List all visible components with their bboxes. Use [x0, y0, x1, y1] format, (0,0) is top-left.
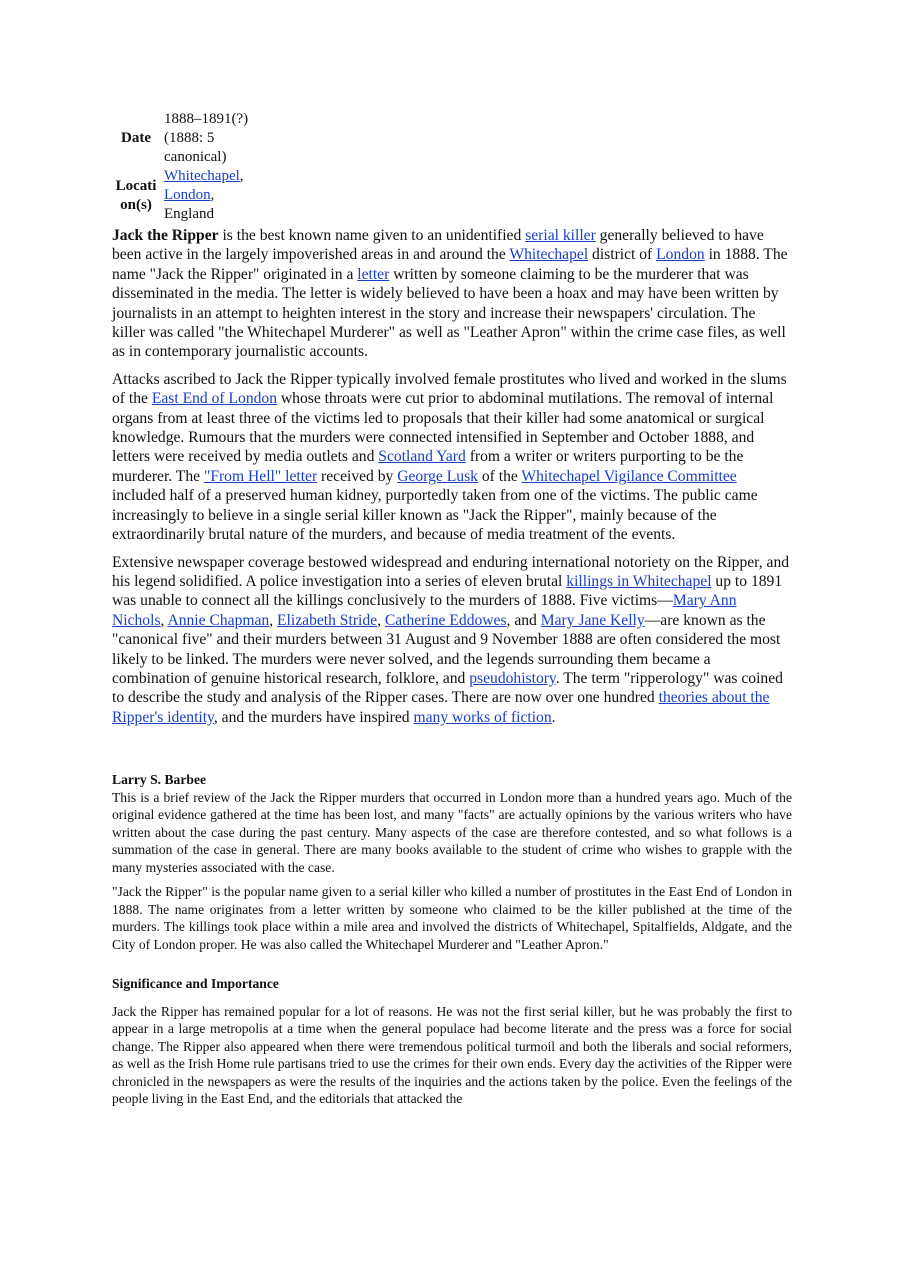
document-page — [112, 110, 792, 1115]
link-mary-jane-kelly[interactable]: Mary Jane Kelly — [540, 611, 645, 629]
link-letter[interactable]: letter — [357, 265, 390, 283]
link-from-hell-letter[interactable]: "From Hell" letter — [203, 467, 318, 485]
link-killings-in-whitechapel[interactable]: killings in Whitechapel — [566, 572, 712, 590]
essay-section — [112, 771, 792, 1108]
link-catherine-eddowes[interactable]: Catherine Eddowes — [384, 611, 507, 629]
link-serial-killer[interactable]: serial killer — [525, 227, 596, 244]
link-ripper-identity-theories[interactable]: theories about the Ripper's identity — [112, 689, 770, 726]
link-whitechapel[interactable]: Whitechapel — [509, 246, 589, 264]
link-whitechapel-infobox[interactable]: Whitechapel — [164, 168, 240, 184]
wikipedia-excerpt — [112, 226, 792, 727]
section-heading-significance: Significance and Importance — [112, 976, 279, 992]
intro-paragraph-3: Extensive newspaper coverage bestowed widespread and enduring international notoriety on the Ripper, and his legend solidified. A police investigation into a series of eleven brutal killings in Whitechapel up to 1891 was unable to connect all the killings conclusively to the murders of 1888. Five victims—Mary Ann Nichols, Annie Chapman, Elizabeth Stride, Catherine Eddowes, and Mary Jane Kelly—are known as the "canonical five" and their murders between 31 August and 9 November 1888 are often considered the most likely to be linked. The murders were never solved, and the legends surrounding them became a combination of genuine historical research, folklore, and pseudohistory. The term "ripperology" was coined to describe the study and analysis of the Ripper cases. There are now over one hundred theories about the Ripper's identity, and the murders have inspired many works of fiction. — [112, 553, 790, 726]
essay-paragraph-1: This is a brief review of the Jack the Ripper murders that occurred in London more than a hundred years ago. Much of the original evidence gathered at the time has been lost, and many "facts" are actually opinions by the various writers who have written about the case during the past century. Many aspects of the case are therefore contested, and so what follows is a summation of the case in general. There are many books available to the student of crime who wishes to grapple with the many mysteries associated with the case. — [112, 789, 792, 875]
link-elizabeth-stride[interactable]: Elizabeth Stride — [277, 611, 378, 629]
infobox-location-label: Location(s) — [115, 177, 157, 213]
link-annie-chapman[interactable]: Annie Chapman — [167, 611, 270, 629]
infobox-location-row — [112, 167, 260, 224]
essay-paragraph-3: Jack the Ripper has remained popular for a lot of reasons. He was not the first serial killer, but he was probably the first to appear in a large metropolis at a time when the general populace had become literate and the press was a force for social change. The Ripper also appeared when there were tremendous political turmoil and both the liberals and social reformers, as well as the Irish Home rule partisans tried to use the crimes for their own ends. Every day the activities of the Ripper were chronicled in the newspapers as were the results of the inquiries and the actions taken by the police. Even the feelings of the people living in the East End, and the editorials that attacked the — [112, 1003, 792, 1107]
infobox-date-row — [112, 110, 260, 167]
intro-paragraph-1: Jack the Ripper is the best known name given to an unidentified serial killer generally believed to have been active in the largely impoverished areas in and around the Whitechapel district of London in 1888. The name "Jack the Ripper" originated in a letter written by someone claiming to be the murderer that was disseminated in the media. The letter is widely believed to have been a hoax and may have been written by journalists in an attempt to heighten interest in the story and increase their newspapers' circulation. The killer was called "the Whitechapel Murderer" as well as "Leather Apron" within the crime case files, as well as in contemporary journalistic accounts. — [112, 227, 788, 361]
link-works-of-fiction[interactable]: many works of fiction — [413, 708, 552, 726]
article-subject: Jack the Ripper — [112, 227, 219, 244]
infobox-date-value: 1888–1891(?) (1888: 5 canonical) — [164, 111, 249, 165]
infobox-date-label: Date — [121, 130, 151, 146]
link-east-end-of-london[interactable]: East End of London — [151, 390, 278, 408]
link-london[interactable]: London — [656, 246, 705, 264]
infobox-location-value: Whitechapel, London, England — [164, 168, 244, 222]
link-george-lusk[interactable]: George Lusk — [397, 467, 478, 485]
infobox — [112, 110, 260, 224]
essay-paragraph-2: "Jack the Ripper" is the popular name given to a serial killer who killed a number of prostitutes in the East End of London in 1888. The name originates from a letter written by someone who claimed to be the killer published at the time of the murders. The killings took place within a mile area and involved the districts of Whitechapel, Spitalfields, Aldgate, and the City of London proper. He was also called the Whitechapel Murderer and "Leather Apron." — [112, 884, 792, 952]
link-london-infobox[interactable]: London — [164, 187, 211, 203]
link-scotland-yard[interactable]: Scotland Yard — [378, 448, 466, 466]
link-pseudohistory[interactable]: pseudohistory — [469, 669, 556, 687]
link-mary-ann-nichols[interactable]: Mary Ann Nichols — [112, 592, 737, 629]
link-vigilance-committee[interactable]: Whitechapel Vigilance Committee — [521, 467, 737, 485]
essay-author: Larry S. Barbee — [112, 772, 207, 788]
intro-paragraph-2: Attacks ascribed to Jack the Ripper typically involved female prostitutes who lived and worked in the slums of the East End of London whose throats were cut prior to abdominal mutilations. The removal of internal organs from at least three of the victims led to proposals that their killer had some anatomical or surgical knowledge. Rumours that the murders were connected intensified in September and October 1888, and letters were received by media outlets and Scotland Yard from a writer or writers purporting to be the murderer. The "From Hell" letter received by George Lusk of the Whitechapel Vigilance Committee included half of a preserved human kidney, purportedly taken from one of the victims. The public came increasingly to believe in a single serial killer known as "Jack the Ripper", mainly because of the extraordinarily brutal nature of the murders, and because of media treatment of the events. — [112, 370, 787, 544]
